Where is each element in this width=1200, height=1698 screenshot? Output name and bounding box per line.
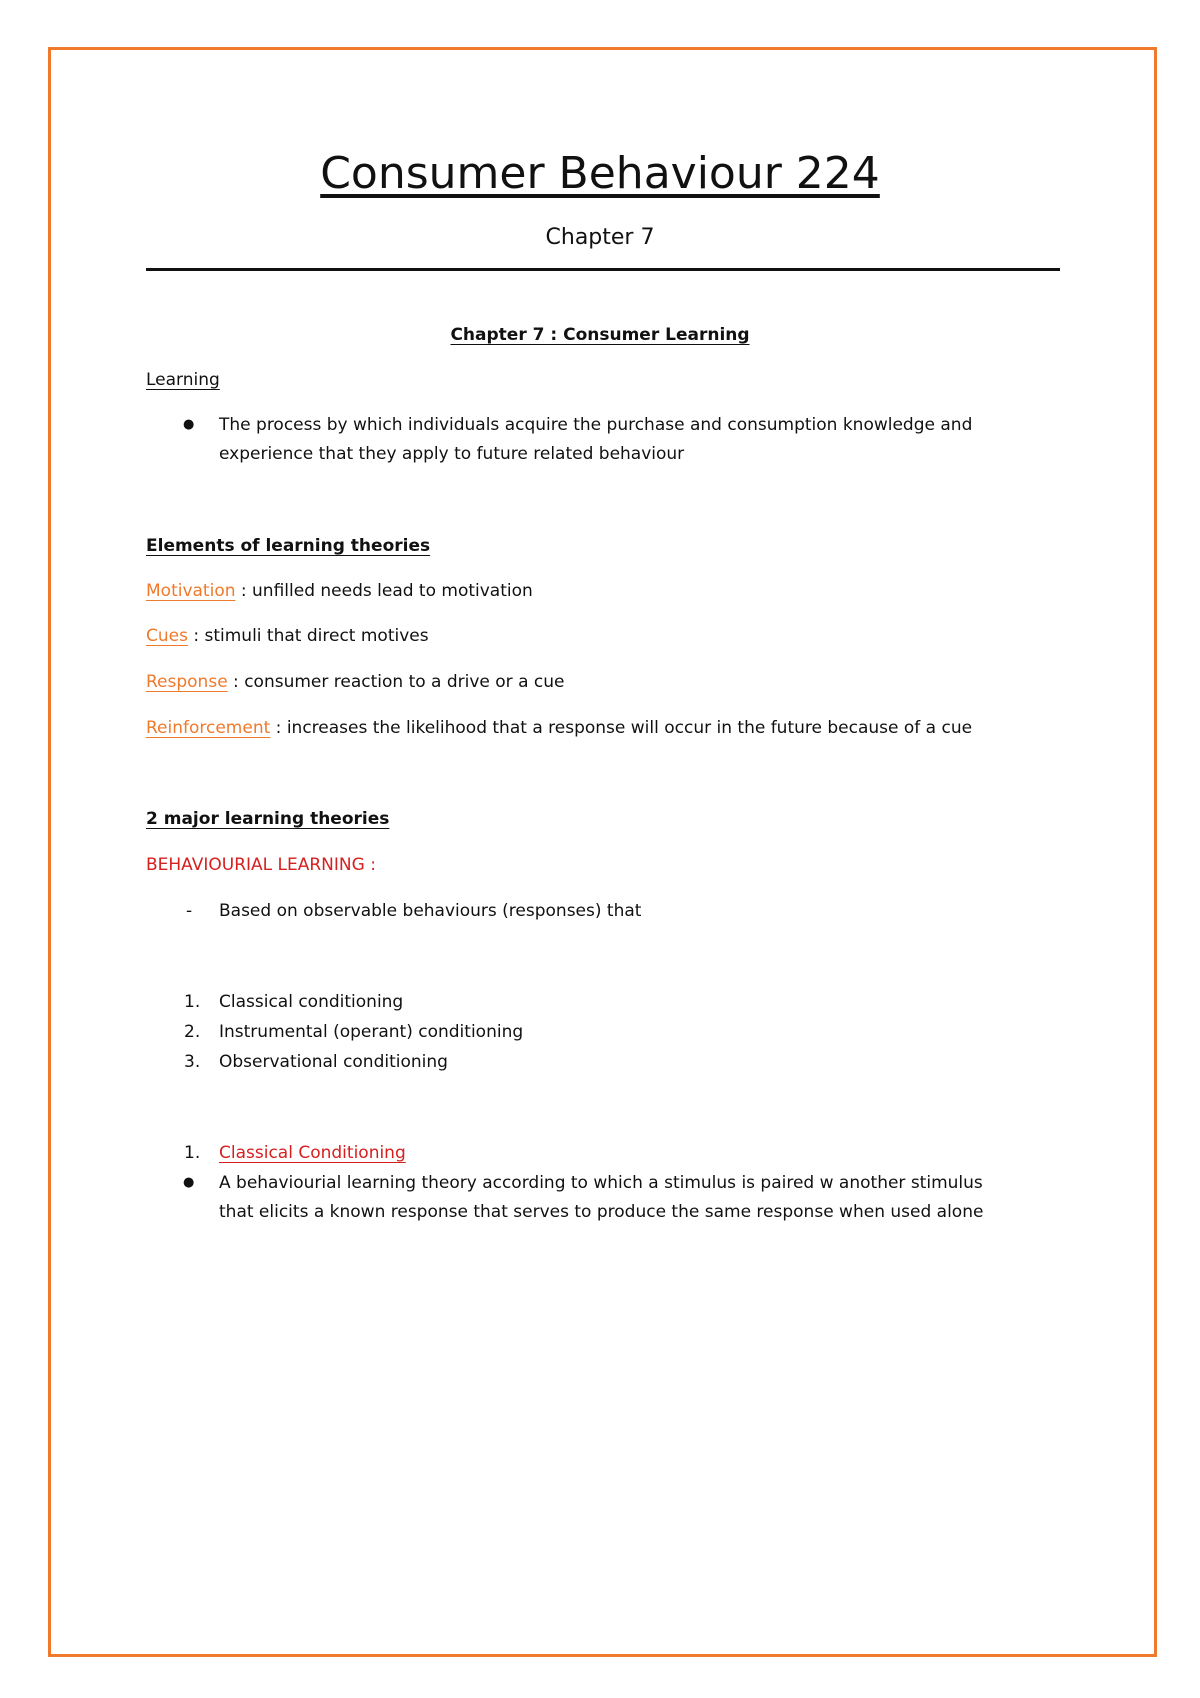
element-term: Reinforcement [146,718,271,738]
list-number: 1. [184,1143,201,1163]
title-divider [146,268,1060,271]
document-title: Consumer Behaviour 224 [320,148,880,199]
classical-definition-line2: that elicits a known response that serves to produce the same response when used alone [219,1202,984,1222]
list-number: 2. [184,1022,201,1042]
elements-heading: Elements of learning theories [146,536,431,556]
list-item-classical: Classical conditioning [219,992,404,1012]
element-response [146,670,564,694]
bullet-icon: ● [183,1175,195,1190]
classical-conditioning-heading: Classical Conditioning [219,1143,406,1163]
element-reinforcement [146,716,972,740]
learning-definition-line1: The process by which individuals acquire the purchase and consumption knowledge and [219,415,973,435]
element-term: Cues [146,626,188,646]
element-term: Motivation [146,581,236,601]
element-term: Response [146,672,228,692]
element-cues [146,624,429,648]
list-item-observational: Observational conditioning [219,1052,448,1072]
learning-heading: Learning [146,370,220,390]
classical-definition-line1: A behaviourial learning theory according to which a stimulus is paired w another stimulus [219,1173,983,1193]
element-definition: : unfilled needs lead to motivation [235,581,533,601]
document-subtitle: Chapter 7 [545,225,655,250]
page-border [48,47,1157,1657]
bullet-icon: ● [183,417,195,432]
theories-heading: 2 major learning theories [146,809,390,829]
element-motivation [146,579,533,603]
learning-definition-line2: experience that they apply to future related behaviour [219,444,685,464]
behavioural-learning-label: BEHAVIOURIAL LEARNING : [146,855,376,875]
list-number: 1. [184,992,201,1012]
element-definition: : consumer reaction to a drive or a cue [227,672,565,692]
list-item-instrumental: Instrumental (operant) conditioning [219,1022,524,1042]
section-heading: Chapter 7 : Consumer Learning [450,325,750,345]
element-definition: : stimuli that direct motives [187,626,429,646]
behavioural-description: Based on observable behaviours (responses) that [219,901,642,921]
list-number: 3. [184,1052,201,1072]
dash-marker: - [186,901,193,921]
element-definition: : increases the likelihood that a response will occur in the future because of a cue [270,718,973,738]
